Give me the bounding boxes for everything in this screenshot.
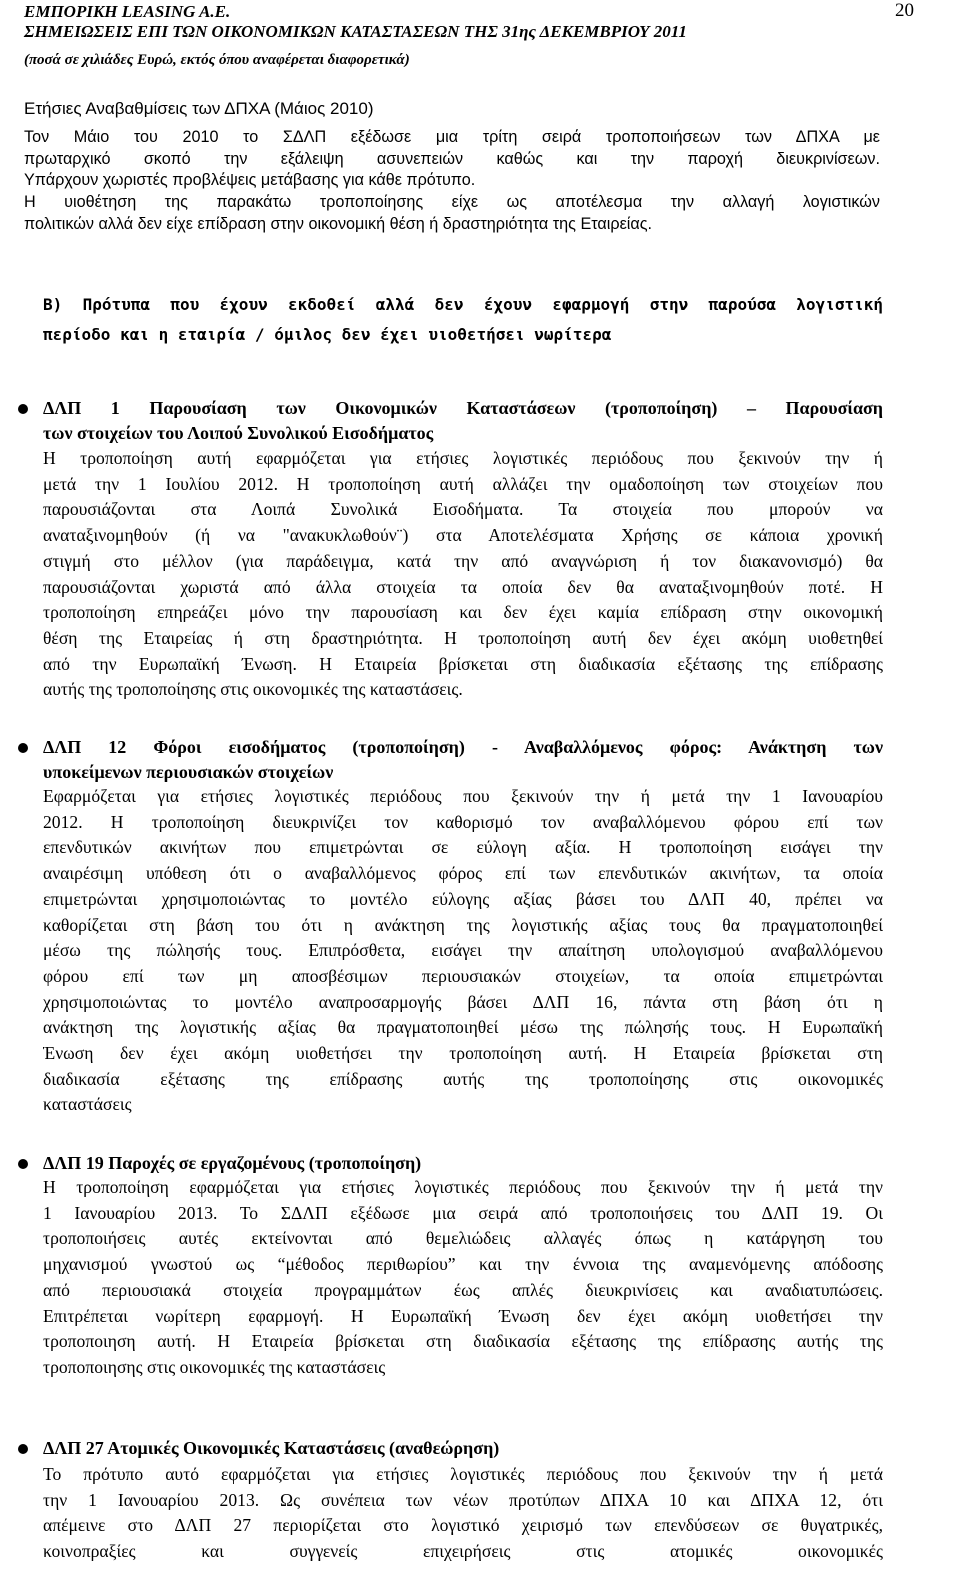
heading-line: περίοδο και η εταιρία / όμιλος δεν έχει υιοθετήσει νωρίτερα xyxy=(43,325,612,344)
body-line: στιγμή στο μέλλον (για παράδειγμα, κατά την από αναγνώριση ή τον διακανονισμό) θα xyxy=(43,550,883,571)
body-line: φόρου επί των μη αποσβέσιμων περιουσιακών στοιχείων, τα οποία επιμετρώνται xyxy=(43,965,883,986)
ias19-body xyxy=(43,1175,883,1381)
title-line: ΔΛΠ 1 Παρουσίαση των Οικονομικών Καταστάσεων (τροποποίηση) – Παρουσίαση xyxy=(43,398,883,418)
body-line: αυτής της τροποποίησης στις οικονομικές της καταστάσεις. xyxy=(43,679,463,700)
body-line: τροποποιησης στις οικονομικές της καταστάσεις xyxy=(43,1356,386,1377)
body-line: παρουσιάζονται στα Λοιπά Συνολικά Εισοδήματα. Τα στοιχεία που μπορούν να xyxy=(43,499,883,520)
ias1-title xyxy=(43,396,883,446)
bullet-icon xyxy=(18,1159,28,1169)
text-line: πρωταρχικό σκοπό την εξάλειψη ασυνεπειών καθώς και την παροχή διευκρινίσεων. xyxy=(24,149,880,168)
body-line: τροποποιηση αυτή. Η Εταιρεία βρίσκεται στη διαδικασία εξέτασης της επίδρασης αυτής της xyxy=(43,1331,883,1352)
section-b-heading xyxy=(43,290,883,350)
bullet-icon xyxy=(18,404,28,414)
title-line: ΔΛΠ 27 Ατομικές Οικονομικές Καταστάσεις (αναθεώρηση) xyxy=(43,1438,500,1458)
ias19-title xyxy=(43,1151,883,1176)
ias1-body xyxy=(43,446,883,703)
body-line: καταστάσεις xyxy=(43,1094,132,1115)
annual-improvements-paragraph-1 xyxy=(24,127,880,192)
body-line: επενδυτικών ακινήτων που επιμετρώνται σε εύλογη αξία. Η τροποποίηση εισάγει την xyxy=(43,837,883,858)
body-line: Η τροποποίηση εφαρμόζεται για ετήσιες λογιστικές περιόδους που ξεκινούν την ή μετά την xyxy=(43,1177,883,1197)
title-line: ΔΛΠ 12 Φόροι εισοδήματος (τροποποίηση) - Αναβαλλόμενος φόρος: Ανάκτηση των xyxy=(43,737,883,757)
title-line: ΔΛΠ 19 Παροχές σε εργαζομένους (τροποποίηση) xyxy=(43,1153,422,1173)
bullet-icon xyxy=(18,1444,28,1454)
body-line: μηχανισμού γνωστού ως “μέθοδος περιθωρίου” και την έννοια της αναμενόμενης απόδοσης xyxy=(43,1254,883,1275)
body-line: 2012. Η τροποποίηση διευκρινίζει τον καθορισμό τον αναβαλλόμενου φόρου επί των xyxy=(43,811,883,832)
annual-improvements-paragraph-2 xyxy=(24,192,880,235)
bullet-icon xyxy=(18,743,28,753)
ias12-title xyxy=(43,735,883,785)
ias27-title xyxy=(43,1436,883,1461)
body-line: τροποποίηση επηρεάζει μόνο την παρουσίαση και δεν έχει καμία επίδραση στην οικονομική xyxy=(43,602,883,623)
body-line: αναταξινομηθούν (ή να "ανακυκλωθούν¨) στα Αποτελέσματα Χρήσης σε κάποια χρονική xyxy=(43,525,883,546)
ias12-body xyxy=(43,784,883,1118)
body-line: μέσω της πώλησής τους. Επιπρόσθετα, εισάγει την απαίτηση υπολογισμού αναβαλλόμενου xyxy=(43,940,883,961)
body-line: Ένωση δεν έχει ακόμη υιοθετήσει την τροποποίηση αυτή. Η Εταιρεία βρίσκεται στη xyxy=(43,1043,883,1064)
text-line: πολιτικών αλλά δεν είχε επίδραση στην οικονομική θέση ή δραστηριότητα της Εταιρείας. xyxy=(24,214,653,233)
body-line: ανάκτηση της λογιστικής αξίας θα πραγματοποιηθεί μέσω της πώλησής τους. Η Ευρωπαϊκή xyxy=(43,1017,883,1038)
body-line: τροποποιήσεις αυτές εκτείνονται από θεμελιώδεις αλλαγές όπως η κατάργηση του xyxy=(43,1228,883,1249)
body-line: Το πρότυπο αυτό εφαρμόζεται για ετήσιες λογιστικές περιόδους που ξεκινούν την ή μετά xyxy=(43,1464,883,1484)
body-line: αναιρέσιμη υπόθεση ότι ο αναβαλλόμενος φόρος επί των επενδυτικών ακινήτων, τα οποία xyxy=(43,863,883,884)
notes-title: ΣΗΜΕΙΩΣΕΙΣ ΕΠΙ ΤΩΝ ΟΙΚΟΝΟΜΙΚΩΝ ΚΑΤΑΣΤΑΣΕΩΝ ΤΗΣ 31ης ΔΕΚΕΜΒΡΙΟΥ 2011 xyxy=(24,22,687,41)
body-line: από περιουσιακά στοιχεία προγραμμάτων έως απλές διευκρινίσεις και αναδιατυπώσεις. xyxy=(43,1279,883,1300)
text-line: Η υιοθέτηση της παρακάτω τροποποίησης είχε ως αποτέλεσμα την αλλαγή λογιστικών xyxy=(24,193,880,211)
annual-improvements-title: Ετήσιες Αναβαθμίσεις των ΔΠΧΑ (Μάιος 2010) xyxy=(24,99,374,118)
body-line: κοινοπραξίες και συγγενείς επιχειρήσεις στις ατομικές οικονομικές xyxy=(43,1541,883,1562)
body-line: Επιτρέπεται νωρίτερη εφαρμογή. Η Ευρωπαϊκή Ένωση δεν έχει ακόμη υιοθετήσει την xyxy=(43,1305,883,1326)
body-line: 1 Ιανουαρίου 2013. Το ΣΔΛΠ εξέδωσε μια σειρά από τροποποιήσεις του ΔΛΠ 19. Οι xyxy=(43,1202,883,1223)
page-number: 20 xyxy=(895,0,914,21)
body-line: διαδικασία εξέτασης της επίδρασης αυτής της τροποποίησης στις οικονομικές xyxy=(43,1068,883,1089)
body-line: χρησιμοποιώντας το μοντέλο αναπροσαρμογής βάσει ΔΛΠ 16, πάντα στη βάση ότι η xyxy=(43,991,883,1012)
body-line: μετά την 1 Ιουλίου 2012. Η τροποποίηση αυτή αλλάζει την ομαδοποίηση των στοιχείων που xyxy=(43,473,883,494)
company-name: ΕΜΠΟΡΙΚΗ LEASING A.E. xyxy=(24,2,231,21)
body-line: την 1 Ιανουαρίου 2013. Ως συνέπεια των νέων προτύπων ΔΠΧΑ 10 και ΔΠΧΑ 12, ότι xyxy=(43,1489,883,1510)
title-line: των στοιχείων του Λοιπού Συνολικού Εισοδήματος xyxy=(43,423,434,443)
body-line: καθορίζεται στη βάση του ότι η ανάκτηση της λογιστικής αξίας τους θα πραγματοποιηθεί xyxy=(43,914,883,935)
text-line: Τον Μάιο του 2010 το ΣΔΛΠ εξέδωσε μια τρίτη σειρά τροποποιήσεων των ΔΠΧΑ με xyxy=(24,128,880,146)
body-line: επιμετρώνται χρησιμοποιώντας το μοντέλο εύλογης αξίας βάσει του ΔΛΠ 40, πρέπει να xyxy=(43,888,883,909)
text-line: Υπάρχουν χωριστές προβλέψεις μετάβασης για κάθε πρότυπο. xyxy=(24,171,476,189)
body-line: απέμεινε στο ΔΛΠ 27 περιορίζεται στο λογιστικό χειρισμό των επενδύσεων σε θυγατρικές, xyxy=(43,1515,883,1536)
title-line: υποκείμενων περιουσιακών στοιχείων xyxy=(43,762,334,782)
amounts-note: (ποσά σε χιλιάδες Ευρώ, εκτός όπου αναφέρεται διαφορετικά) xyxy=(24,52,410,68)
ias27-body xyxy=(43,1462,883,1565)
body-line: παρουσιάζονται χωριστά από άλλα στοιχεία τα οποία δεν θα αναταξινομηθούν ποτέ. Η xyxy=(43,576,883,597)
body-line: από την Ευρωπαϊκή Ένωση. Η Εταιρεία βρίσκεται στη διαδικασία εξέτασης της επίδρασης xyxy=(43,653,883,674)
heading-line: Β) Πρότυπα που έχουν εκδοθεί αλλά δεν έχουν εφαρμογή στην παρούσα λογιστική xyxy=(43,295,883,314)
body-line: Εφαρμόζεται για ετήσιες λογιστικές περιόδους που ξεκινούν την ή μετά την 1 Ιανουαρίου xyxy=(43,786,883,806)
body-line: θέση της Εταιρείας ή στη δραστηριότητα. Η τροποποίηση αυτή δεν έχει ακόμη υιοθετηθεί xyxy=(43,627,883,648)
body-line: Η τροποποίηση αυτή εφαρμόζεται για ετήσιες λογιστικές περιόδους που ξεκινούν την ή xyxy=(43,448,883,468)
